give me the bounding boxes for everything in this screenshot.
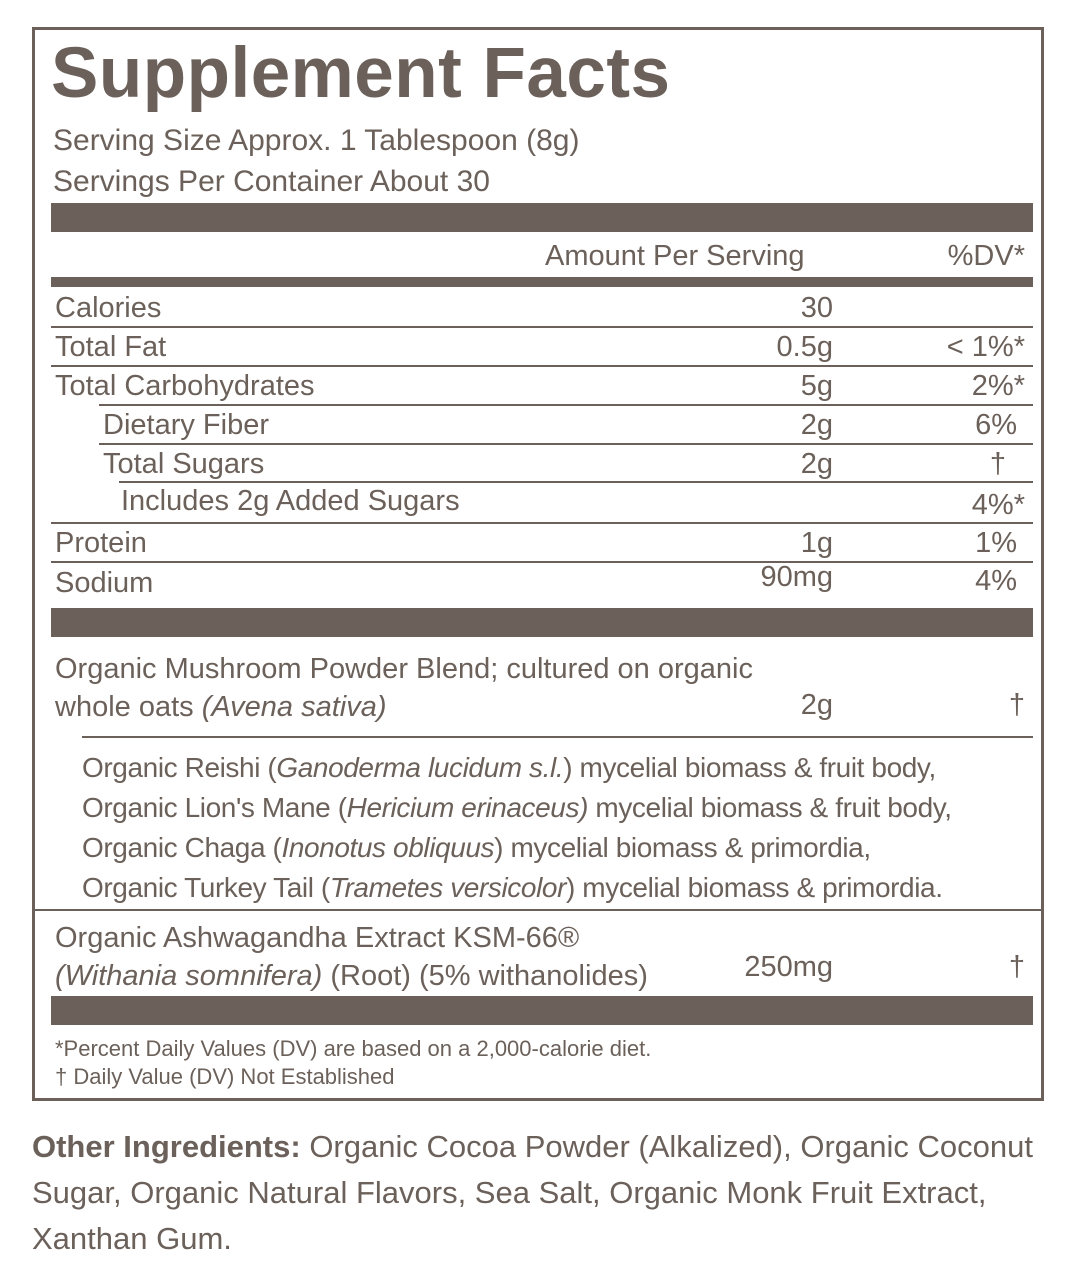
other-ingredients: [32, 1124, 1042, 1262]
nutrient-row-protein: [35, 524, 1041, 562]
nutrient-dv: 4%: [975, 565, 1017, 597]
mushroom-blend-line2: whole oats (Avena sativa): [55, 691, 387, 723]
ashwagandha-line2: (Withania somnifera) (Root) (5% withanolides): [55, 960, 648, 992]
blend-ingredient-chaga: Organic Chaga (Inonotus obliquus) mycelial biomass & primordia,: [82, 832, 871, 863]
nutrient-row-total-carbohydrates: [35, 367, 1041, 405]
thick-divider-bottom: [51, 996, 1033, 1025]
nutrient-amount: 5g: [800, 370, 833, 402]
servings-per-container: Servings Per Container About 30: [53, 165, 490, 198]
nutrient-row-total-sugars: [35, 445, 1041, 483]
nutrient-amount: 1g: [800, 527, 833, 559]
nutrient-dv: 1%: [975, 527, 1017, 559]
nutrient-amount: 90mg: [760, 561, 833, 593]
ashwagandha-dv: †: [1008, 951, 1025, 983]
nutrient-dv: < 1%*: [946, 331, 1025, 363]
mushroom-blend-line1: Organic Mushroom Powder Blend; cultured on organic: [55, 653, 753, 685]
blend-ingredient-lions-mane: Organic Lion's Mane (Hericium erinaceus) mycelial biomass & fruit body,: [82, 792, 952, 823]
other-ingredients-text: Organic Cocoa Powder (Alkalized), Organic Coconut Sugar, Organic Natural Flavors, Sea Salt, Organic Monk Fruit Extract, Xanthan Gum.: [32, 1129, 1033, 1256]
panel-title: Supplement Facts: [51, 34, 671, 113]
nutrient-name: Dietary Fiber: [103, 409, 269, 441]
ashwagandha-divider: [35, 909, 1041, 911]
nutrient-name: Protein: [55, 527, 147, 559]
header-daily-value: %DV*: [947, 240, 1025, 272]
nutrient-row-calories: [35, 289, 1041, 327]
ashwagandha-line1: Organic Ashwagandha Extract KSM-66®: [55, 922, 580, 954]
nutrient-row-total-fat: [35, 328, 1041, 366]
footnote-dagger: † Daily Value (DV) Not Established: [55, 1064, 395, 1089]
nutrient-dv: †: [989, 448, 1006, 480]
supplement-facts-panel: [32, 27, 1044, 1101]
nutrient-name: Total Fat: [55, 331, 167, 363]
blend-divider: [82, 736, 1033, 738]
header-amount-per-serving: Amount Per Serving: [545, 240, 805, 272]
nutrient-amount: 30: [800, 292, 833, 324]
ashwagandha-amount: 250mg: [744, 951, 833, 983]
nutrient-row-dietary-fiber: [35, 406, 1041, 444]
nutrient-row-added-sugars: [35, 482, 1041, 520]
nutrient-dv: 4%*: [971, 489, 1025, 521]
serving-size: Serving Size Approx. 1 Tablespoon (8g): [53, 124, 580, 157]
nutrient-name: Total Carbohydrates: [55, 370, 315, 402]
medium-divider: [51, 277, 1033, 287]
blend-ingredient-turkey-tail: Organic Turkey Tail (Trametes versicolor) mycelial biomass & primordia.: [82, 872, 943, 903]
nutrient-dv: 6%: [975, 409, 1017, 441]
mushroom-blend-amount: 2g: [800, 689, 833, 721]
footnote-dv: *Percent Daily Values (DV) are based on a 2,000-calorie diet.: [55, 1036, 652, 1061]
nutrient-amount: 2g: [800, 409, 833, 441]
mushroom-blend-dv: †: [1008, 689, 1025, 721]
nutrient-name: Total Sugars: [103, 448, 265, 480]
nutrient-row-sodium: [35, 562, 1041, 600]
thick-divider-top: [51, 203, 1033, 232]
nutrient-amount: 2g: [800, 448, 833, 480]
nutrient-name: Sodium: [55, 567, 154, 599]
nutrient-amount: 0.5g: [776, 331, 833, 363]
other-ingredients-label: Other Ingredients:: [32, 1129, 301, 1164]
nutrient-name: Calories: [55, 292, 162, 324]
blend-ingredient-reishi: Organic Reishi (Ganoderma lucidum s.l.) mycelial biomass & fruit body,: [82, 752, 936, 783]
thick-divider-middle: [51, 608, 1033, 637]
nutrient-name: Includes 2g Added Sugars: [121, 485, 460, 517]
nutrient-dv: 2%*: [971, 370, 1025, 402]
